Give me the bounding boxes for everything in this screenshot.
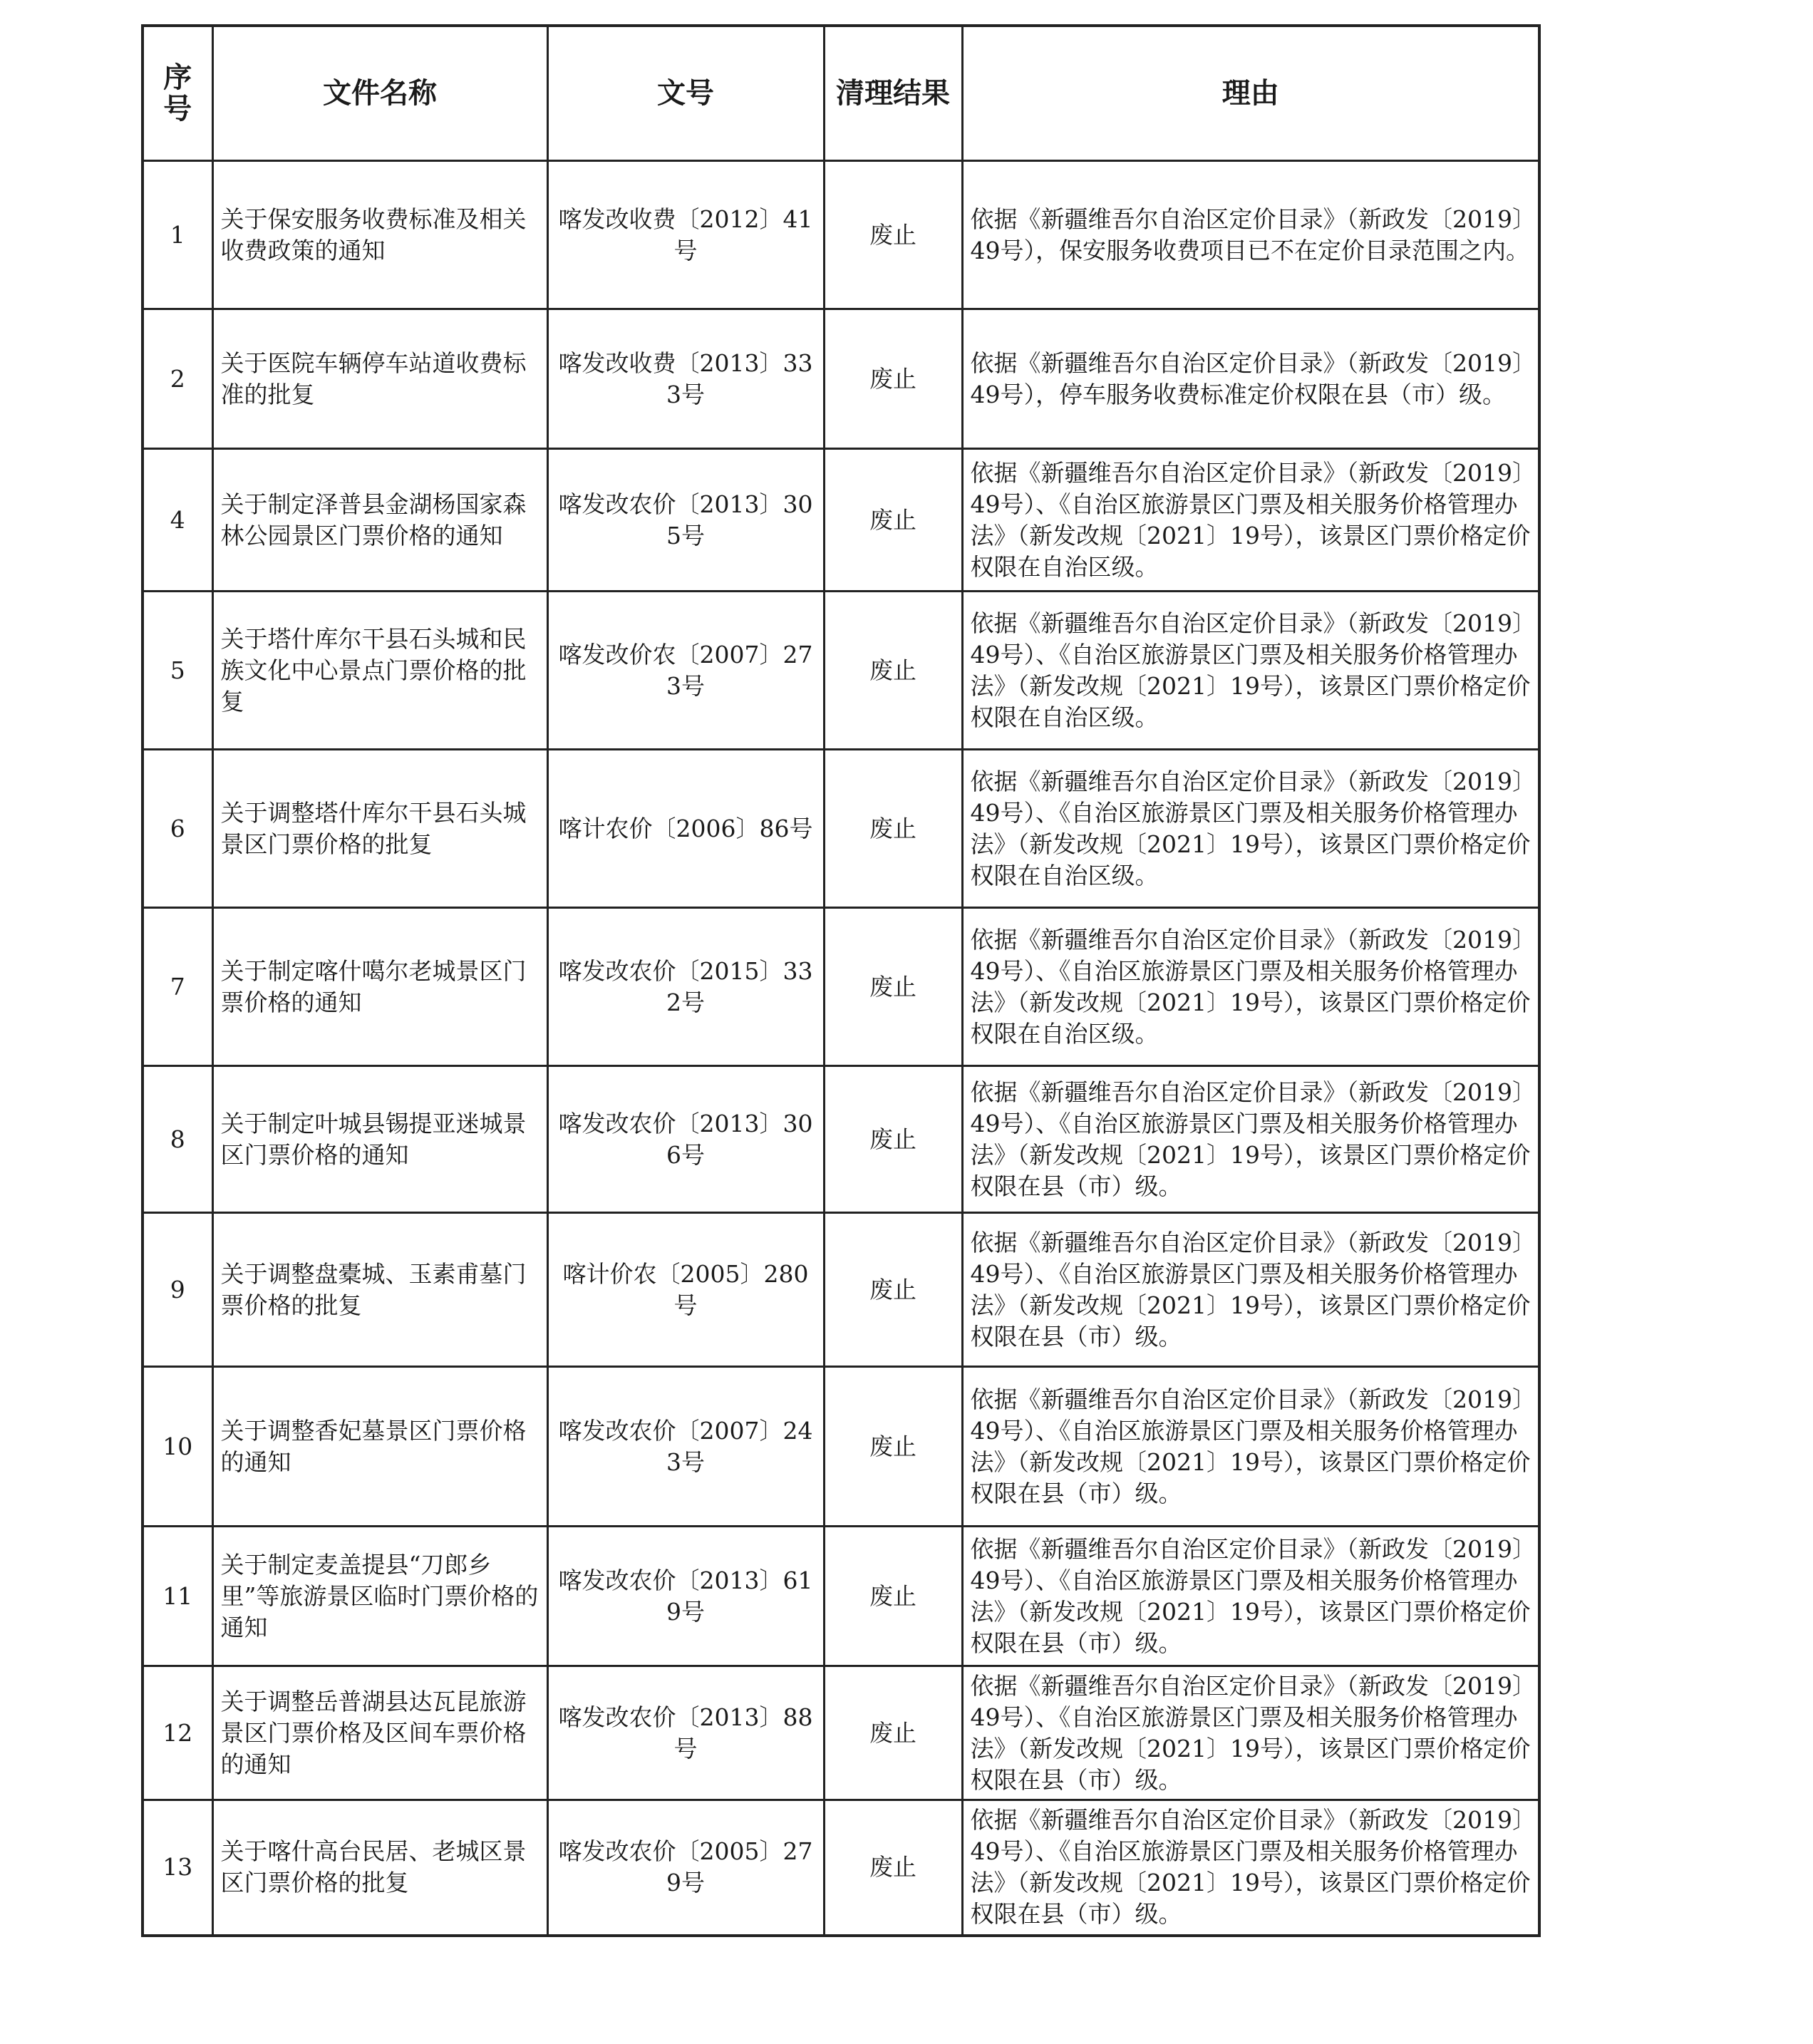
row-file-name: 关于调整香妃墓景区门票价格的通知 bbox=[212, 1367, 547, 1527]
row-document-number: 喀计农价〔2006〕86号 bbox=[547, 750, 824, 908]
table-row bbox=[143, 1066, 1539, 1213]
row-cleanup-result: 废止 bbox=[824, 1527, 962, 1666]
row-cleanup-result: 废止 bbox=[824, 1066, 962, 1213]
row-reason: 依据《新疆维吾尔自治区定价目录》（新政发〔2019〕49号），停车服务收费标准定价权限在县（市）级。 bbox=[962, 309, 1539, 449]
row-document-number: 喀发改收费〔2012〕41号 bbox=[547, 161, 824, 309]
row-serial-number: 1 bbox=[143, 161, 212, 309]
row-reason: 依据《新疆维吾尔自治区定价目录》（新政发〔2019〕49号）、《自治区旅游景区门票及相关服务价格管理办法》（新发改规〔2021〕19号），该景区门票价格定价权限在县（市）级。 bbox=[962, 1800, 1539, 1936]
row-reason: 依据《新疆维吾尔自治区定价目录》（新政发〔2019〕49号），保安服务收费项目已不在定价目录范围之内。 bbox=[962, 161, 1539, 309]
header-serial-number: 序号 bbox=[143, 26, 212, 161]
row-file-name: 关于塔什库尔干县石头城和民族文化中心景点门票价格的批复 bbox=[212, 592, 547, 750]
row-file-name: 关于制定叶城县锡提亚迷城景区门票价格的通知 bbox=[212, 1066, 547, 1213]
table-row bbox=[143, 449, 1539, 592]
row-document-number: 喀发改农价〔2013〕306号 bbox=[547, 1066, 824, 1213]
row-document-number: 喀计价农〔2005〕280号 bbox=[547, 1213, 824, 1367]
table-row bbox=[143, 750, 1539, 908]
header-file-name: 文件名称 bbox=[212, 26, 547, 161]
row-cleanup-result: 废止 bbox=[824, 750, 962, 908]
table-row bbox=[143, 908, 1539, 1066]
document-table bbox=[141, 24, 1541, 1937]
row-document-number: 喀发改农价〔2007〕243号 bbox=[547, 1367, 824, 1527]
row-file-name: 关于调整岳普湖县达瓦昆旅游景区门票价格及区间车票价格的通知 bbox=[212, 1666, 547, 1800]
table-row bbox=[143, 592, 1539, 750]
table-row bbox=[143, 1367, 1539, 1527]
row-file-name: 关于保安服务收费标准及相关收费政策的通知 bbox=[212, 161, 547, 309]
row-serial-number: 13 bbox=[143, 1800, 212, 1936]
row-file-name: 关于制定喀什噶尔老城景区门票价格的通知 bbox=[212, 908, 547, 1066]
row-reason: 依据《新疆维吾尔自治区定价目录》（新政发〔2019〕49号）、《自治区旅游景区门票及相关服务价格管理办法》（新发改规〔2021〕19号），该景区门票价格定价权限在县（市）级。 bbox=[962, 1527, 1539, 1666]
row-serial-number: 9 bbox=[143, 1213, 212, 1367]
row-serial-number: 4 bbox=[143, 449, 212, 592]
row-reason: 依据《新疆维吾尔自治区定价目录》（新政发〔2019〕49号）、《自治区旅游景区门票及相关服务价格管理办法》（新发改规〔2021〕19号），该景区门票价格定价权限在县（市）级。 bbox=[962, 1367, 1539, 1527]
row-reason: 依据《新疆维吾尔自治区定价目录》（新政发〔2019〕49号）、《自治区旅游景区门票及相关服务价格管理办法》（新发改规〔2021〕19号），该景区门票价格定价权限在自治区级。 bbox=[962, 449, 1539, 592]
row-document-number: 喀发改农价〔2015〕332号 bbox=[547, 908, 824, 1066]
table-row bbox=[143, 1527, 1539, 1666]
row-serial-number: 10 bbox=[143, 1367, 212, 1527]
row-cleanup-result: 废止 bbox=[824, 449, 962, 592]
table-header-row bbox=[143, 26, 1539, 161]
row-serial-number: 6 bbox=[143, 750, 212, 908]
row-cleanup-result: 废止 bbox=[824, 1666, 962, 1800]
table-row bbox=[143, 1666, 1539, 1800]
row-cleanup-result: 废止 bbox=[824, 592, 962, 750]
table-row bbox=[143, 309, 1539, 449]
row-file-name: 关于喀什高台民居、老城区景区门票价格的批复 bbox=[212, 1800, 547, 1936]
row-cleanup-result: 废止 bbox=[824, 1367, 962, 1527]
row-cleanup-result: 废止 bbox=[824, 1213, 962, 1367]
row-cleanup-result: 废止 bbox=[824, 309, 962, 449]
row-file-name: 关于制定麦盖提县“刀郎乡里”等旅游景区临时门票价格的通知 bbox=[212, 1527, 547, 1666]
header-cleanup-result: 清理结果 bbox=[824, 26, 962, 161]
row-reason: 依据《新疆维吾尔自治区定价目录》（新政发〔2019〕49号）、《自治区旅游景区门票及相关服务价格管理办法》（新发改规〔2021〕19号），该景区门票价格定价权限在县（市）级。 bbox=[962, 1066, 1539, 1213]
row-serial-number: 12 bbox=[143, 1666, 212, 1800]
row-cleanup-result: 废止 bbox=[824, 161, 962, 309]
row-file-name: 关于医院车辆停车站道收费标准的批复 bbox=[212, 309, 547, 449]
row-serial-number: 11 bbox=[143, 1527, 212, 1666]
row-file-name: 关于调整盘橐城、玉素甫墓门票价格的批复 bbox=[212, 1213, 547, 1367]
row-document-number: 喀发改农价〔2013〕88号 bbox=[547, 1666, 824, 1800]
table-row bbox=[143, 1213, 1539, 1367]
row-serial-number: 5 bbox=[143, 592, 212, 750]
row-document-number: 喀发改价农〔2007〕273号 bbox=[547, 592, 824, 750]
row-serial-number: 7 bbox=[143, 908, 212, 1066]
row-cleanup-result: 废止 bbox=[824, 908, 962, 1066]
header-reason: 理由 bbox=[962, 26, 1539, 161]
table-row bbox=[143, 161, 1539, 309]
row-document-number: 喀发改收费〔2013〕333号 bbox=[547, 309, 824, 449]
row-reason: 依据《新疆维吾尔自治区定价目录》（新政发〔2019〕49号）、《自治区旅游景区门票及相关服务价格管理办法》（新发改规〔2021〕19号），该景区门票价格定价权限在县（市）级。 bbox=[962, 1213, 1539, 1367]
row-serial-number: 8 bbox=[143, 1066, 212, 1213]
row-serial-number: 2 bbox=[143, 309, 212, 449]
row-reason: 依据《新疆维吾尔自治区定价目录》（新政发〔2019〕49号）、《自治区旅游景区门票及相关服务价格管理办法》（新发改规〔2021〕19号），该景区门票价格定价权限在自治区级。 bbox=[962, 908, 1539, 1066]
row-reason: 依据《新疆维吾尔自治区定价目录》（新政发〔2019〕49号）、《自治区旅游景区门票及相关服务价格管理办法》（新发改规〔2021〕19号），该景区门票价格定价权限在县（市）级。 bbox=[962, 1666, 1539, 1800]
row-document-number: 喀发改农价〔2013〕305号 bbox=[547, 449, 824, 592]
header-document-number: 文号 bbox=[547, 26, 824, 161]
row-file-name: 关于制定泽普县金湖杨国家森林公园景区门票价格的通知 bbox=[212, 449, 547, 592]
table-row bbox=[143, 1800, 1539, 1936]
row-document-number: 喀发改农价〔2013〕619号 bbox=[547, 1527, 824, 1666]
row-reason: 依据《新疆维吾尔自治区定价目录》（新政发〔2019〕49号）、《自治区旅游景区门票及相关服务价格管理办法》（新发改规〔2021〕19号），该景区门票价格定价权限在自治区级。 bbox=[962, 750, 1539, 908]
row-reason: 依据《新疆维吾尔自治区定价目录》（新政发〔2019〕49号）、《自治区旅游景区门票及相关服务价格管理办法》（新发改规〔2021〕19号），该景区门票价格定价权限在自治区级。 bbox=[962, 592, 1539, 750]
row-file-name: 关于调整塔什库尔干县石头城景区门票价格的批复 bbox=[212, 750, 547, 908]
row-cleanup-result: 废止 bbox=[824, 1800, 962, 1936]
row-document-number: 喀发改农价〔2005〕279号 bbox=[547, 1800, 824, 1936]
